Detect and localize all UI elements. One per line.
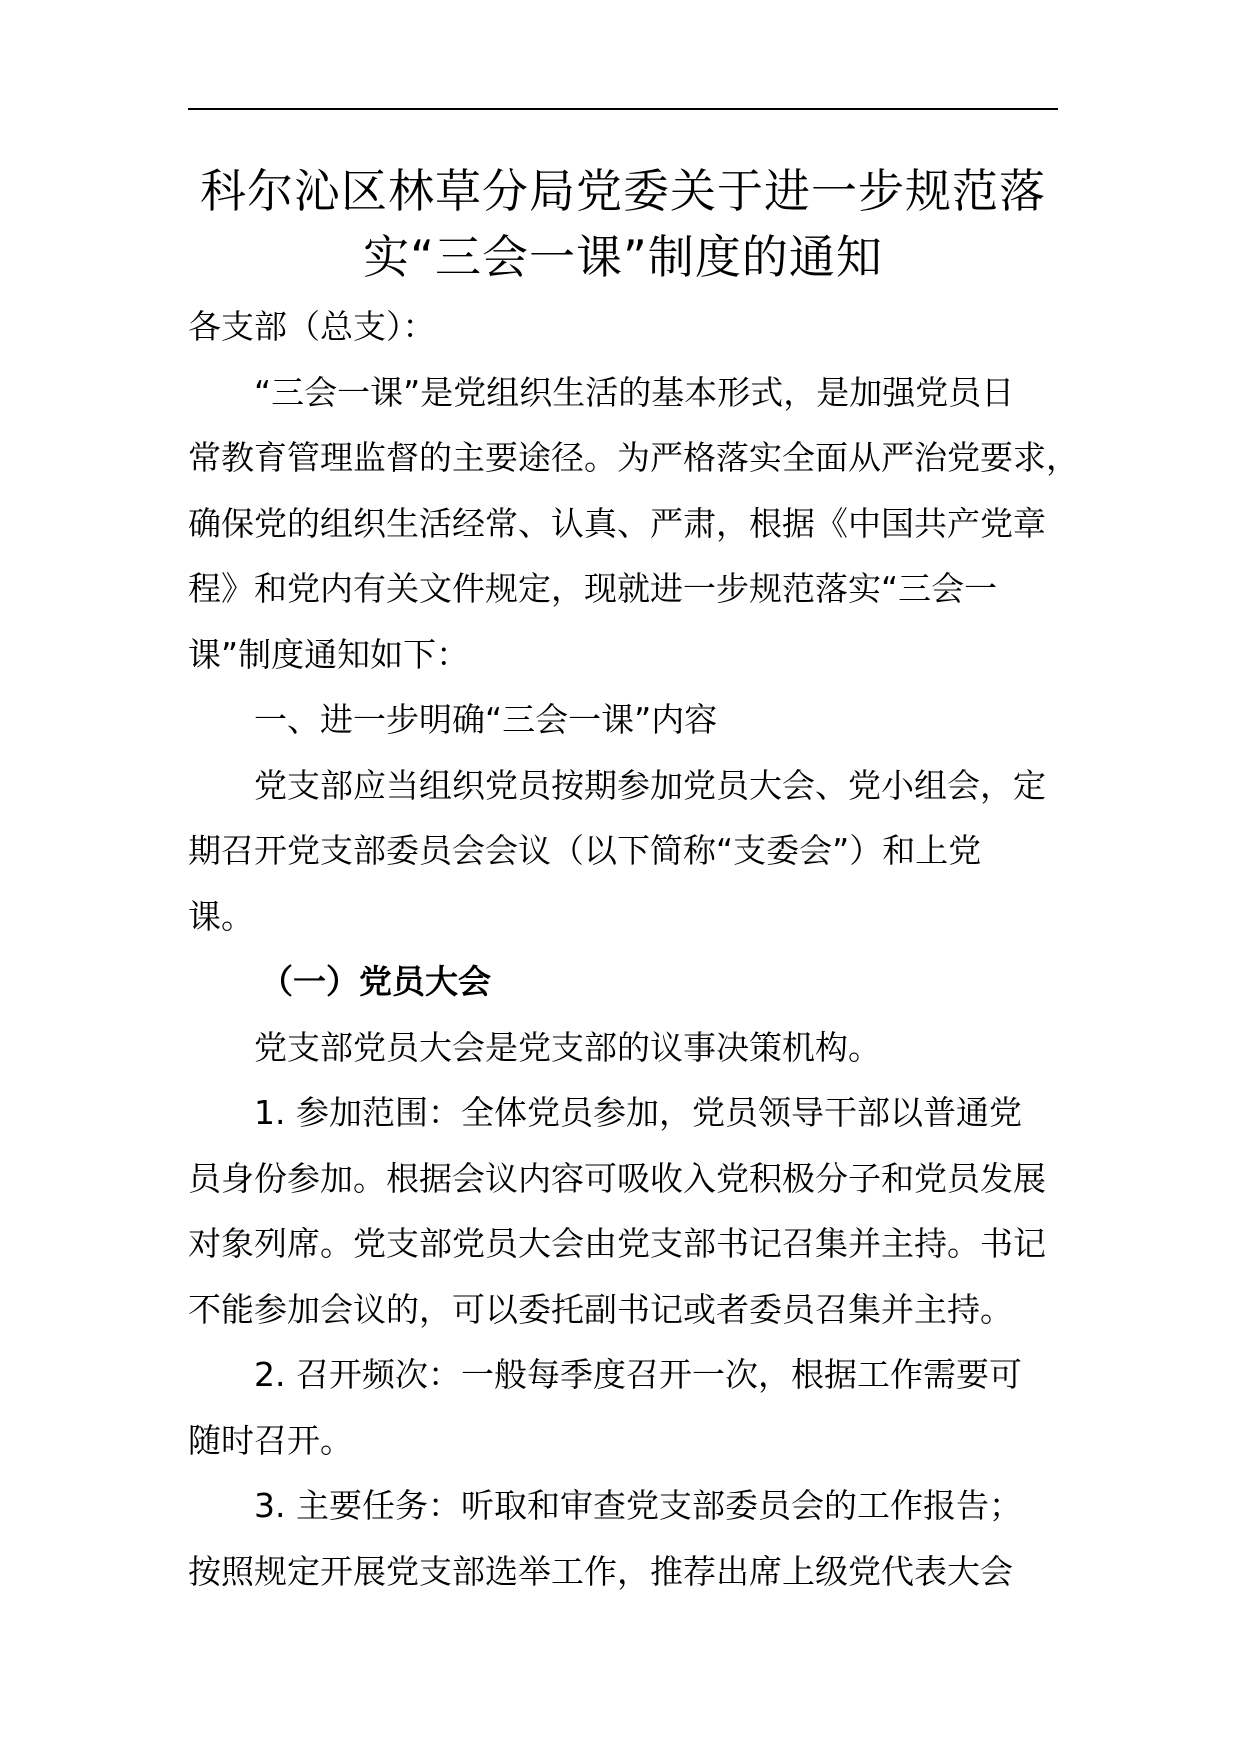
body-line: 不能参加会议的，可以委托副书记或者委员召集并主持。 bbox=[188, 1289, 1013, 1329]
section-heading: 一、进一步明确“三会一课”内容 bbox=[254, 700, 718, 739]
salutation: 各支部（总支）： bbox=[188, 307, 436, 346]
header-rule bbox=[188, 108, 1058, 110]
document-body bbox=[188, 294, 1079, 1604]
list-item: 3. 主要任务：听取和审查党支部委员会的工作报告； bbox=[254, 1486, 1022, 1525]
title-line-2: 实“三会一课”制度的通知 bbox=[363, 230, 883, 284]
body-line: “三会一课”是党组织生活的基本形式，是加强党员日 bbox=[254, 372, 1015, 412]
body-line: 确保党的组织生活经常、认真、严肃，根据《中国共产党章 bbox=[188, 503, 1046, 543]
subsection-heading: （一）党员大会 bbox=[260, 962, 491, 1001]
body-line: 按照规定开展党支部选举工作，推荐出席上级党代表大会 bbox=[188, 1551, 1013, 1591]
body-line: 期召开党支部委员会会议（以下简称“支委会”）和上党 bbox=[188, 831, 982, 870]
body-line: 随时召开。 bbox=[188, 1420, 353, 1460]
body-line: 程》和党内有关文件规定，现就进一步规范落实“三会一 bbox=[188, 569, 998, 608]
title-line-1: 科尔沁区林草分局党委关于进一步规范落 bbox=[200, 164, 1046, 218]
body-line: 对象列席。党支部党员大会由党支部书记召集并主持。书记 bbox=[188, 1224, 1046, 1263]
list-item: 2. 召开频次：一般每季度召开一次，根据工作需要可 bbox=[254, 1355, 1022, 1394]
list-item: 1. 参加范围：全体党员参加，党员领导干部以普通党 bbox=[254, 1093, 1022, 1132]
body-line: 党支部应当组织党员按期参加党员大会、党小组会，定 bbox=[254, 765, 1046, 805]
body-line: 员身份参加。根据会议内容可吸收入党积极分子和党员发展 bbox=[188, 1158, 1046, 1198]
body-line: 党支部党员大会是党支部的议事决策机构。 bbox=[254, 1027, 881, 1067]
body-line: 课。 bbox=[188, 896, 254, 936]
body-line: 课”制度通知如下： bbox=[188, 634, 470, 674]
document-title bbox=[188, 158, 1058, 290]
body-line: 常教育管理监督的主要途径。为严格落实全面从严治党要求， bbox=[188, 438, 1079, 477]
